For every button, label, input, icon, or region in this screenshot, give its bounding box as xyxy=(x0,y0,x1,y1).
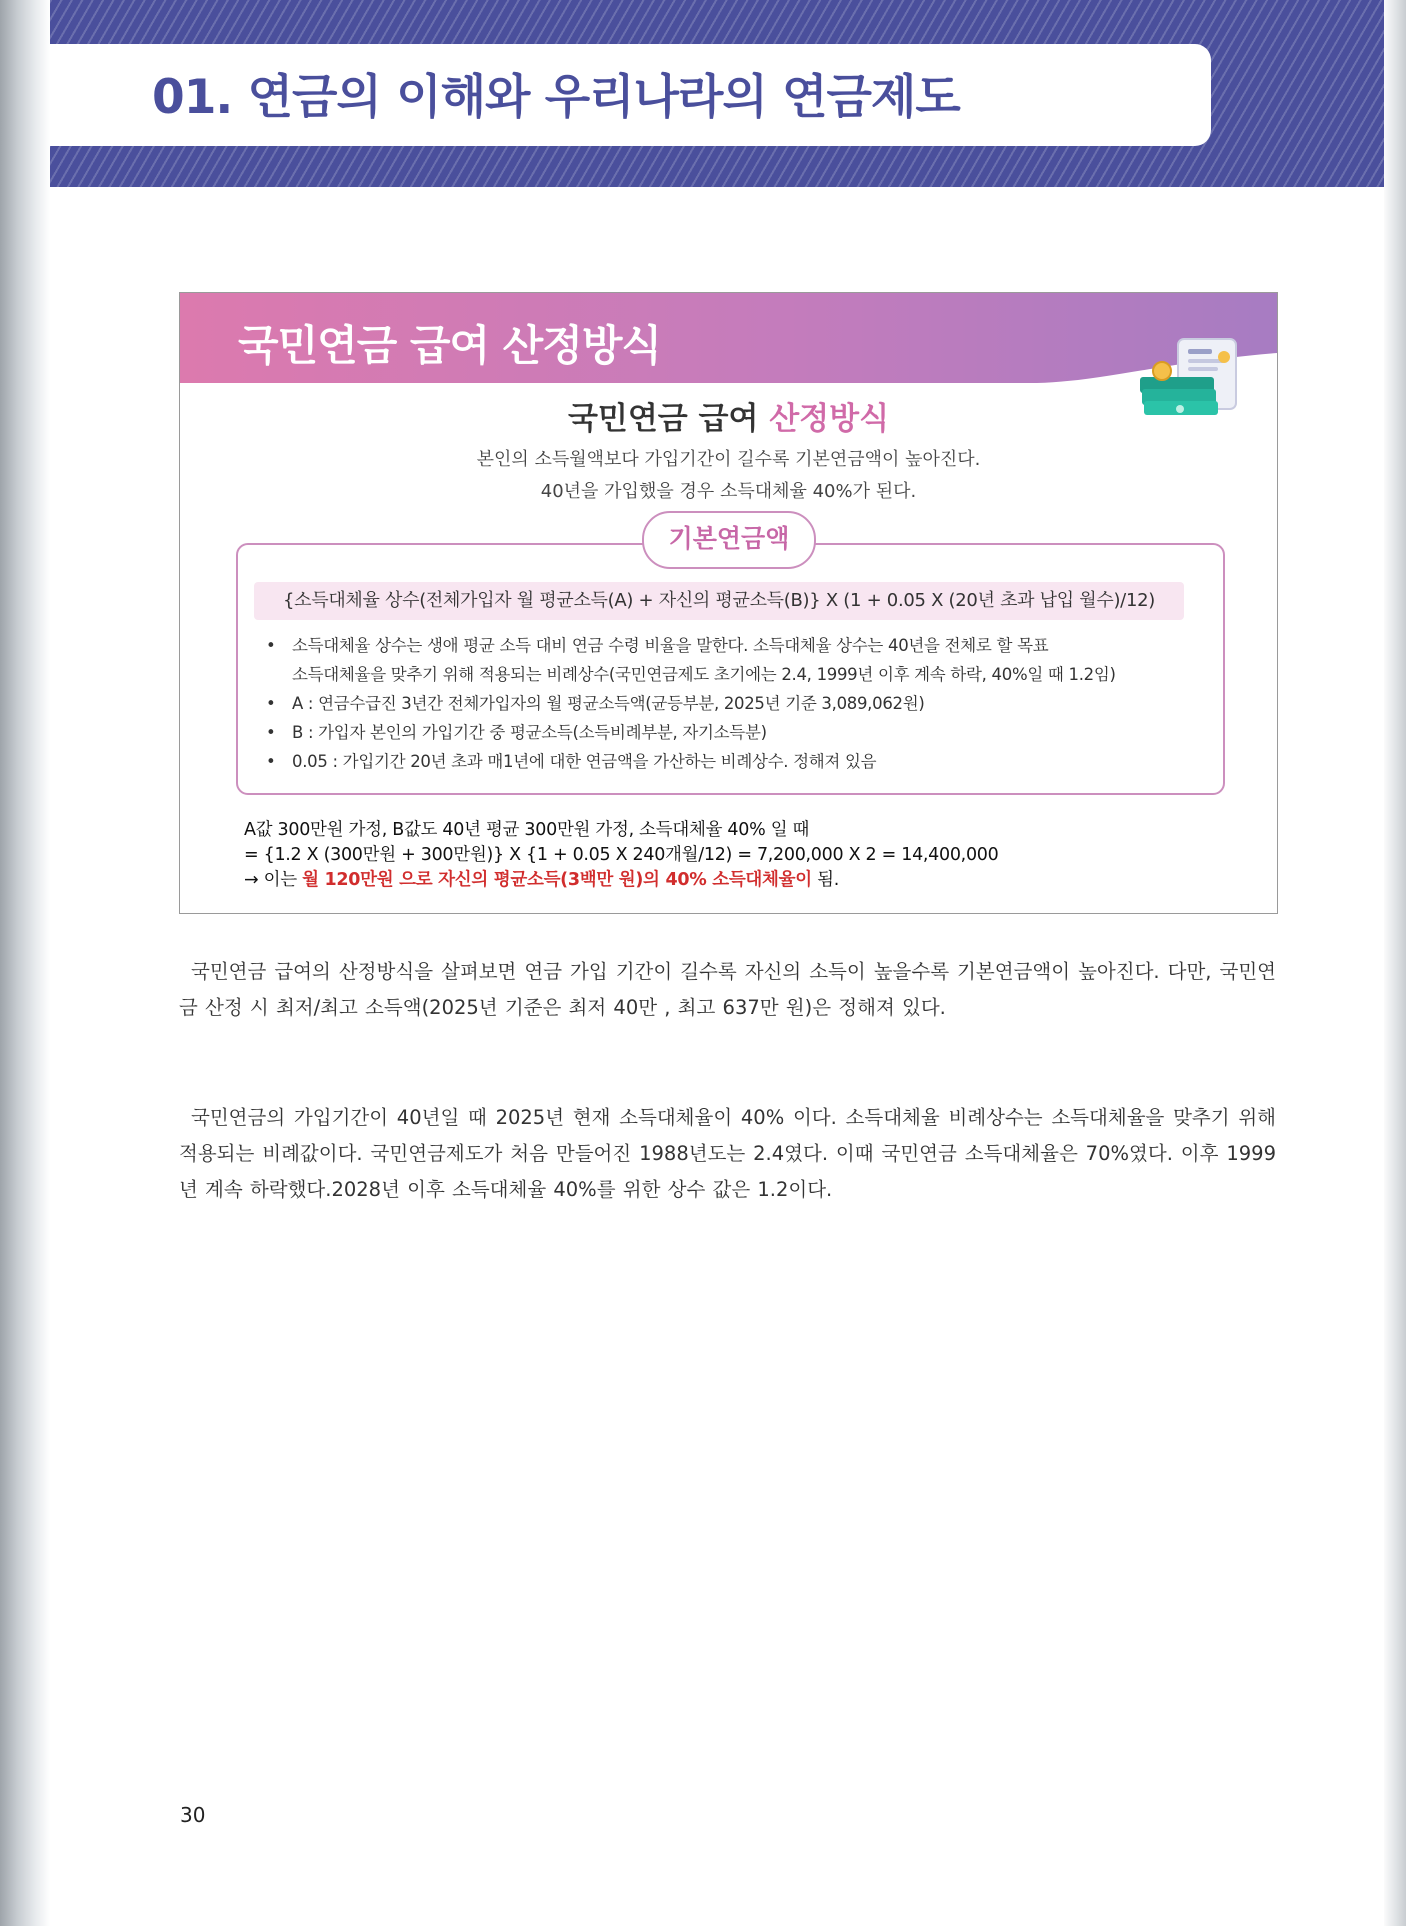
calculation-result-highlight: 월 120만원 으로 자신의 평균소득(3백만 원)의 40% 소득대체율이 xyxy=(302,870,812,890)
calculation-result-prefix: → 이는 xyxy=(244,870,303,890)
calculation-result-suffix: 됨. xyxy=(811,870,839,890)
figure-heading-accent: 산정방식 xyxy=(769,401,890,437)
page-number: 30 xyxy=(180,1803,206,1827)
basic-pension-label: 기본연금액 xyxy=(642,511,816,569)
figure-description-line: 본인의 소득월액보다 가입기간이 길수록 기본연금액이 높아진다. xyxy=(476,449,981,470)
figure-banner-title: 국민연금 급여 산정방식 xyxy=(238,321,661,370)
calculation-example xyxy=(244,818,1244,893)
chapter-title: 01. 연금의 이해와 우리나라의 연금제도 xyxy=(152,70,960,125)
figure-description-line: 40년을 가입했을 경우 소득대체율 40%가 된다. xyxy=(540,481,917,502)
book-spine-shadow xyxy=(0,0,50,1926)
pension-calculation-figure xyxy=(179,292,1278,914)
document-page xyxy=(50,0,1384,1926)
figure-heading xyxy=(180,393,1277,438)
calculation-result xyxy=(244,868,1244,893)
body-paragraph: 국민연금 급여의 산정방식을 살펴보면 연금 가입 기간이 길수록 자신의 소득이 높을수록 기본연금액이 높아진다. 다만, 국민연금 산정 시 최저/최고 소득액(2025년 기준은 최저 40만 , 최고 637만 원)은 정해져 있다. xyxy=(179,960,1276,1019)
formula-explanation-list xyxy=(266,631,1201,776)
list-item: • 0.05 : 가입기간 20년 초과 매1년에 대한 연금액을 가산하는 비례상수. 정해져 있음 xyxy=(266,747,1201,776)
calculation-formula: = {1.2 X (300만원 + 300만원)} X {1 + 0.05 X 240개월/12) = 7,200,000 X 2 = 14,400,000 xyxy=(244,845,999,865)
pension-formula: {소득대체율 상수(전체가입자 월 평균소득(A) + 자신의 평균소득(B)} X (1 + 0.05 X (20년 초과 납입 월수)/12) xyxy=(254,582,1184,620)
list-item: • A : 연금수급진 3년간 전체가입자의 월 평균소득액(균등부분, 2025년 기준 3,089,062원) xyxy=(266,689,1201,718)
page-edge-shadow xyxy=(1382,0,1406,1926)
figure-heading-main: 국민연금 급여 xyxy=(567,401,770,437)
calculation-assumption: A값 300만원 가정, B값도 40년 평균 300만원 가정, 소득대체율 40% 일 때 xyxy=(244,820,810,840)
body-paragraph: 국민연금의 가입기간이 40년일 때 2025년 현재 소득대체율이 40% 이다. 소득대체율 비례상수는 소득대체율을 맞추기 위해 적용되는 비례값이다. 국민연금제도가 처음 만들어진 1988년도는 2.4였다. 이때 국민연금 소득대체율은 70%였다. 이후 1999년 계속 하락했다.2028년 이후 소득대체율 40%를 위한 상수 값은 1.2이다. xyxy=(179,1106,1276,1201)
list-item: • 소득대체율 상수는 생애 평균 소득 대비 연금 수령 비율을 말한다. 소득대체율 상수는 40년을 전체로 할 목표 xyxy=(266,631,1201,660)
list-item: • B : 가입자 본인의 가입기간 중 평균소득(소득비례부분, 자기소득분) xyxy=(266,718,1201,747)
list-item-continuation: 소득대체율을 맞추기 위해 적용되는 비례상수(국민연금제도 초기에는 2.4, 1999년 이후 계속 하락, 40%일 때 1.2임) xyxy=(292,665,1116,684)
